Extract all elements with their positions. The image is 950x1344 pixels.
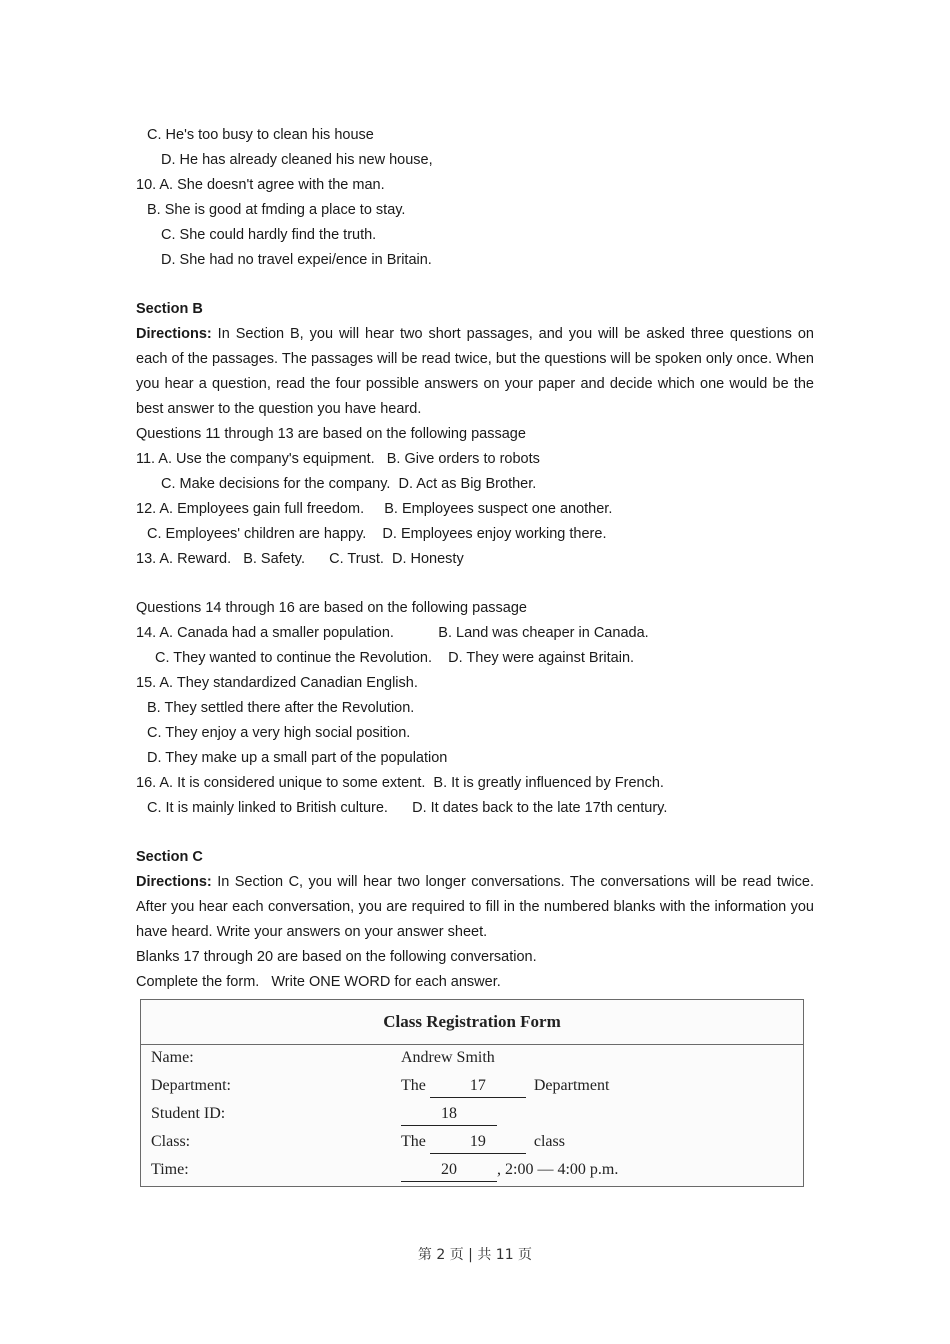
page-indicator: 第 2 页 | 共 11 页 [417, 1247, 533, 1263]
q15-option-d: D. They make up a small part of the population [147, 750, 448, 766]
blank-18: 18 [401, 1103, 497, 1126]
row-prefix: The [401, 1077, 430, 1094]
blank-20: 20 [401, 1159, 497, 1182]
q11-options-cd: C. Make decisions for the company. D. Act as Big Brother. [161, 476, 537, 492]
row-label: Class: [151, 1133, 191, 1150]
form-row-department [151, 1072, 791, 1100]
q10-option-d: D. She had no travel expei/ence in Britain. [161, 252, 432, 268]
form-row-time [151, 1156, 791, 1184]
row-value [401, 1044, 495, 1072]
q15-option-c: C. They enjoy a very high social position. [147, 725, 411, 741]
passage-2-intro: Questions 14 through 16 are based on the following passage [136, 600, 527, 616]
q12-options-ab: 12. A. Employees gain full freedom. B. Employees suspect one another. [136, 501, 613, 517]
blanks-intro: Blanks 17 through 20 are based on the following conversation. [136, 949, 537, 965]
directions-text: In Section C, you will hear two longer conversations. The conversations will be read twice. After you hear each conversation, you are required to fill in the numbered blanks with the information you have heard. Write your answers on your answer sheet. [136, 874, 814, 940]
directions-label: Directions: [136, 874, 212, 890]
form-row-student-id [151, 1100, 791, 1128]
q13-options: 13. A. Reward. B. Safety. C. Trust. D. Honesty [136, 551, 464, 567]
row-label: Time: [151, 1161, 189, 1178]
section-b-directions [136, 322, 814, 422]
q10-option-a: 10. A. She doesn't agree with the man. [136, 177, 385, 193]
row-label: Name: [151, 1049, 194, 1066]
q16-options-ab: 16. A. It is considered unique to some extent. B. It is greatly influenced by French. [136, 775, 664, 791]
form-instruction: Complete the form. Write ONE WORD for each answer. [136, 974, 501, 990]
passage-1-intro: Questions 11 through 13 are based on the following passage [136, 426, 526, 442]
directions-label: Directions: [136, 326, 212, 342]
q11-options-ab: 11. A. Use the company's equipment. B. Give orders to robots [136, 451, 540, 467]
q15-option-a: 15. A. They standardized Canadian English. [136, 675, 418, 691]
row-label: Department: [151, 1077, 231, 1094]
q16-options-cd: C. It is mainly linked to British culture. D. It dates back to the late 17th century. [147, 800, 668, 816]
q15-option-b: B. They settled there after the Revolution. [147, 700, 415, 716]
section-c-directions [136, 870, 814, 945]
blank-19: 19 [430, 1131, 526, 1154]
section-b-heading: Section B [136, 301, 203, 317]
q9-option-d: D. He has already cleaned his new house, [161, 152, 433, 168]
row-suffix: class [525, 1133, 565, 1150]
row-value [401, 1072, 609, 1100]
row-value [401, 1156, 618, 1184]
q12-options-cd: C. Employees' children are happy. D. Employees enjoy working there. [147, 526, 607, 542]
q10-option-c: C. She could hardly find the truth. [161, 227, 377, 243]
q14-options-cd: C. They wanted to continue the Revolution. D. They were against Britain. [155, 650, 635, 666]
row-prefix: The [401, 1133, 430, 1150]
row-value [401, 1128, 565, 1156]
form-row-class [151, 1128, 791, 1156]
row-label: Student ID: [151, 1105, 226, 1122]
q9-option-c: C. He's too busy to clean his house [147, 127, 374, 143]
blank-17: 17 [430, 1075, 526, 1098]
directions-text: In Section B, you will hear two short passages, and you will be asked three questions on each of the passages. The passages will be read twice, but the questions will be spoken only once. When you hear a question, read the four possible answers on your paper and decide which one would be the best answer to the question you have heard. [136, 326, 814, 417]
row-suffix: Department [525, 1077, 610, 1094]
row-value [401, 1100, 497, 1128]
row-suffix: , 2:00 — 4:00 p.m. [497, 1161, 619, 1178]
section-c-heading: Section C [136, 849, 203, 865]
form-row-name [151, 1044, 791, 1072]
form-title: Class Registration Form [141, 1000, 803, 1045]
q14-options-ab: 14. A. Canada had a smaller population. B. Land was cheaper in Canada. [136, 625, 649, 641]
class-registration-form [140, 999, 804, 1187]
row-value-text: Andrew Smith [401, 1049, 495, 1066]
q10-option-b: B. She is good at fmding a place to stay. [147, 202, 406, 218]
